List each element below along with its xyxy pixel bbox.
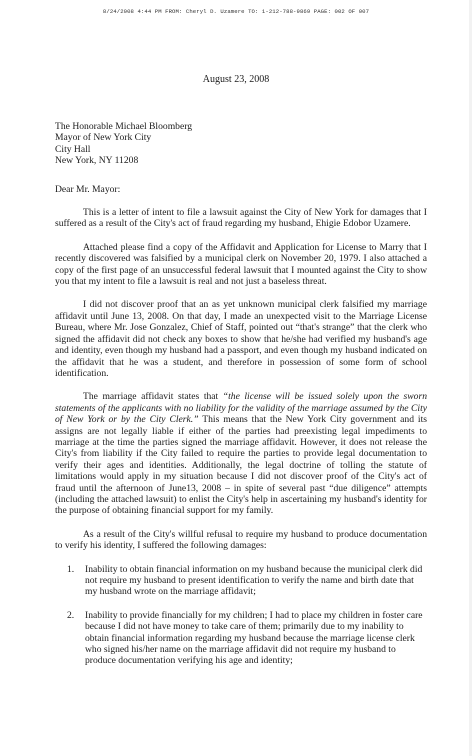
list-item-number: 1. bbox=[67, 563, 75, 575]
letter-date: August 23, 2008 bbox=[202, 74, 270, 85]
list-item bbox=[55, 564, 427, 598]
recipient-office: City Hall bbox=[55, 143, 91, 155]
recipient-city: New York, NY 11208 bbox=[55, 155, 139, 167]
letter-body bbox=[55, 121, 427, 667]
recipient-address bbox=[55, 121, 427, 167]
list-item-text: Inability to provide financially for my children; I had to place my children in foster care because I did not have money to take care of them; primarily due to my inability to obtain financial information regarding my husband because the marriage license clerk who signed his/her name on the marriage affidavit did not require my husband to produce documentation verifying his age and identity; bbox=[85, 609, 423, 667]
paragraph-damages-intro: As a result of the City's willful refusal to require my husband to produce documentation to verify his identity, I suffered the following damages: bbox=[55, 528, 427, 552]
list-item bbox=[55, 610, 427, 667]
list-item-text: Inability to obtain financial information on my husband because the municipal clerk did not require my husband to present identification to verify the name and birth date that my husband wrote on the marriage affidavit; bbox=[85, 563, 423, 598]
paragraph-attachments: Attached please find a copy of the Affidavit and Application for License to Marry that I recently discovered was falsified by a municipal clerk on November 20, 1979. I also attached a copy of the first page of an unsuccessful federal lawsuit that I mounted against the City to show you that my intent to file a lawsuit is real and not just a baseless threat. bbox=[55, 241, 427, 288]
list-item-number: 2. bbox=[67, 609, 75, 621]
affidavit-rest: This means that the New York City government and its assigns are not legally liable if either of the parties had preexisting legal impediments to marriage at the time the parties signed the marriage affidavit. However, it does not release the City's from liability if the City failed to require the parties to provide legal documentation to verify their ages and identities. Additionally, the legal doctrine of tolling the statute of limitations would apply in my situation because I did not discover proof of the City's act of fraud until the afternoon of June13, 2008 – in spite of several past “due diligence” attempts (including the attached lawsuit) to enlist the City's help in ascertaining my husband's identity for the purpose of obtaining financial support for my family. bbox=[55, 414, 427, 517]
paragraph-intent: This is a letter of intent to file a lawsuit against the City of New York for damages that I suffered as a result of the City's act of fraud regarding my husband, Ehigie Edobor Uzamere. bbox=[55, 207, 427, 230]
paragraph-discovery: I did not discover proof that an as yet unknown municipal clerk falsified my marriage affidavit until June 13, 2008. On that day, I made an unexpected visit to the Marriage License Bureau, where Mr. Jose Gonzalez, Chief of Staff, pointed out “that's strange” that the clerk who signed the affidavit did not check any boxes to show that he/she had verified my husband's age and identity, even though my husband had a passport, and even though my husband indicated on the affidavit that he was a student, and therefore in possession of some form of school identification. bbox=[55, 299, 427, 379]
recipient-name: The Honorable Michael Bloomberg bbox=[55, 121, 193, 132]
salutation: Dear Mr. Mayor: bbox=[55, 183, 121, 195]
paragraph-affidavit bbox=[55, 391, 427, 516]
damages-list bbox=[55, 564, 427, 667]
affidavit-quote: “the license will be issued solely upon the sworn statements of the applicants with no liability for the validity of the marriage assumed by the City of New York or by the City Clerk.” bbox=[55, 391, 427, 426]
recipient-title: Mayor of New York City bbox=[55, 132, 152, 144]
fax-header: 8/24/2008 4:44 PM FROM: Cheryl D. Uzamere TO: 1-212-788-9869 PAGE: 002 OF 007 bbox=[102, 8, 370, 15]
affidavit-intro: The marriage affidavit states that bbox=[83, 391, 223, 403]
